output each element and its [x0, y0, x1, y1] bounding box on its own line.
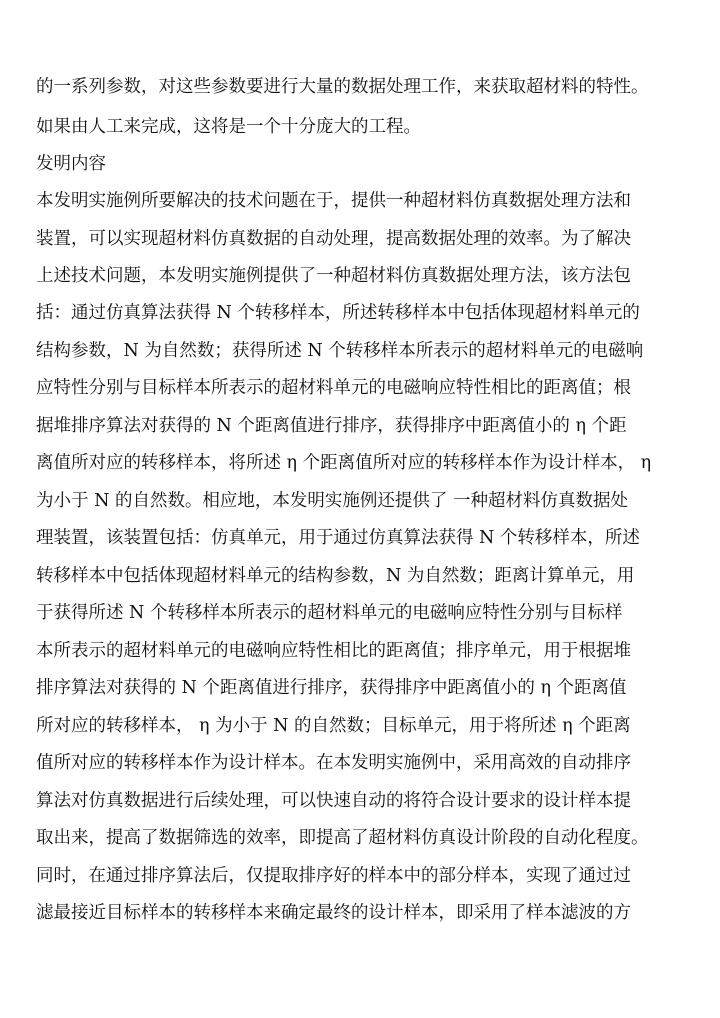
- text-line: 算法对仿真数据进行后续处理，可以快速自动的将符合设计要求的设计样本提: [36, 791, 631, 811]
- text-line: 同时，在通过排序算法后，仅提取排序好的样本中的部分样本，实现了通过过: [36, 866, 631, 886]
- text-line: 本发明实施例所要解决的技术问题在于，提供一种超材料仿真数据处理方法和: [36, 191, 631, 211]
- text-line: 理装置，该装置包括：仿真单元，用于通过仿真算法获得 N 个转移样本，所述: [36, 528, 640, 548]
- text-line: 如果由人工来完成，这将是一个十分庞大的工程。: [36, 117, 421, 137]
- text-line: 转移样本中包括体现超材料单元的结构参数，N 为自然数；距离计算单元，用: [36, 566, 635, 586]
- text-line: 滤最接近目标样本的转移样本来确定最终的设计样本，即采用了样本滤波的方: [36, 903, 631, 923]
- text-line: 本所表示的超材料单元的电磁响应特性相比的距离值；排序单元，用于根据堆: [36, 641, 631, 661]
- text-line: 的一系列参数，对这些参数要进行大量的数据处理工作，来获取超材料的特性。: [36, 77, 649, 97]
- text-line: 取出来，提高了数据筛选的效率，即提高了超材料仿真设计阶段的自动化程度。: [36, 828, 649, 848]
- text-line: 上述技术问题，本发明实施例提供了一种超材料仿真数据处理方法，该方法包: [36, 266, 631, 286]
- section-heading: 发明内容: [36, 154, 106, 174]
- text-line: 括：通过仿真算法获得 N 个转移样本，所述转移样本中包括体现超材料单元的: [36, 303, 640, 323]
- text-line: 离值所对应的转移样本，将所述 η 个距离值所对应的转移样本作为设计样本， η: [36, 453, 652, 473]
- text-line: 排序算法对获得的 N 个距离值进行排序，获得排序中距离值小的 η 个距离值: [36, 678, 627, 698]
- text-line: 于获得所述 N 个转移样本所表示的超材料单元的电磁响应特性分别与目标样: [36, 603, 623, 623]
- text-line: 为小于 N 的自然数。相应地，本发明实施例还提供了 一种超材料仿真数据处: [36, 491, 628, 511]
- text-line: 值所对应的转移样本作为设计样本。在本发明实施例中，采用高效的自动排序: [36, 753, 631, 773]
- text-line: 所对应的转移样本， η 为小于 N 的自然数；目标单元，用于将所述 η 个距离: [36, 716, 631, 736]
- text-line: 据堆排序算法对获得的 N 个距离值进行排序，获得排序中距离值小的 η 个距: [36, 416, 627, 436]
- text-line: 装置，可以实现超材料仿真数据的自动处理，提高数据处理的效率。为了解决: [36, 229, 631, 249]
- text-line: 应特性分别与目标样本所表示的超材料单元的电磁响应特性相比的距离值；根: [36, 378, 631, 398]
- text-line: 结构参数，N 为自然数；获得所述 N 个转移样本所表示的超材料单元的电磁响: [36, 341, 644, 361]
